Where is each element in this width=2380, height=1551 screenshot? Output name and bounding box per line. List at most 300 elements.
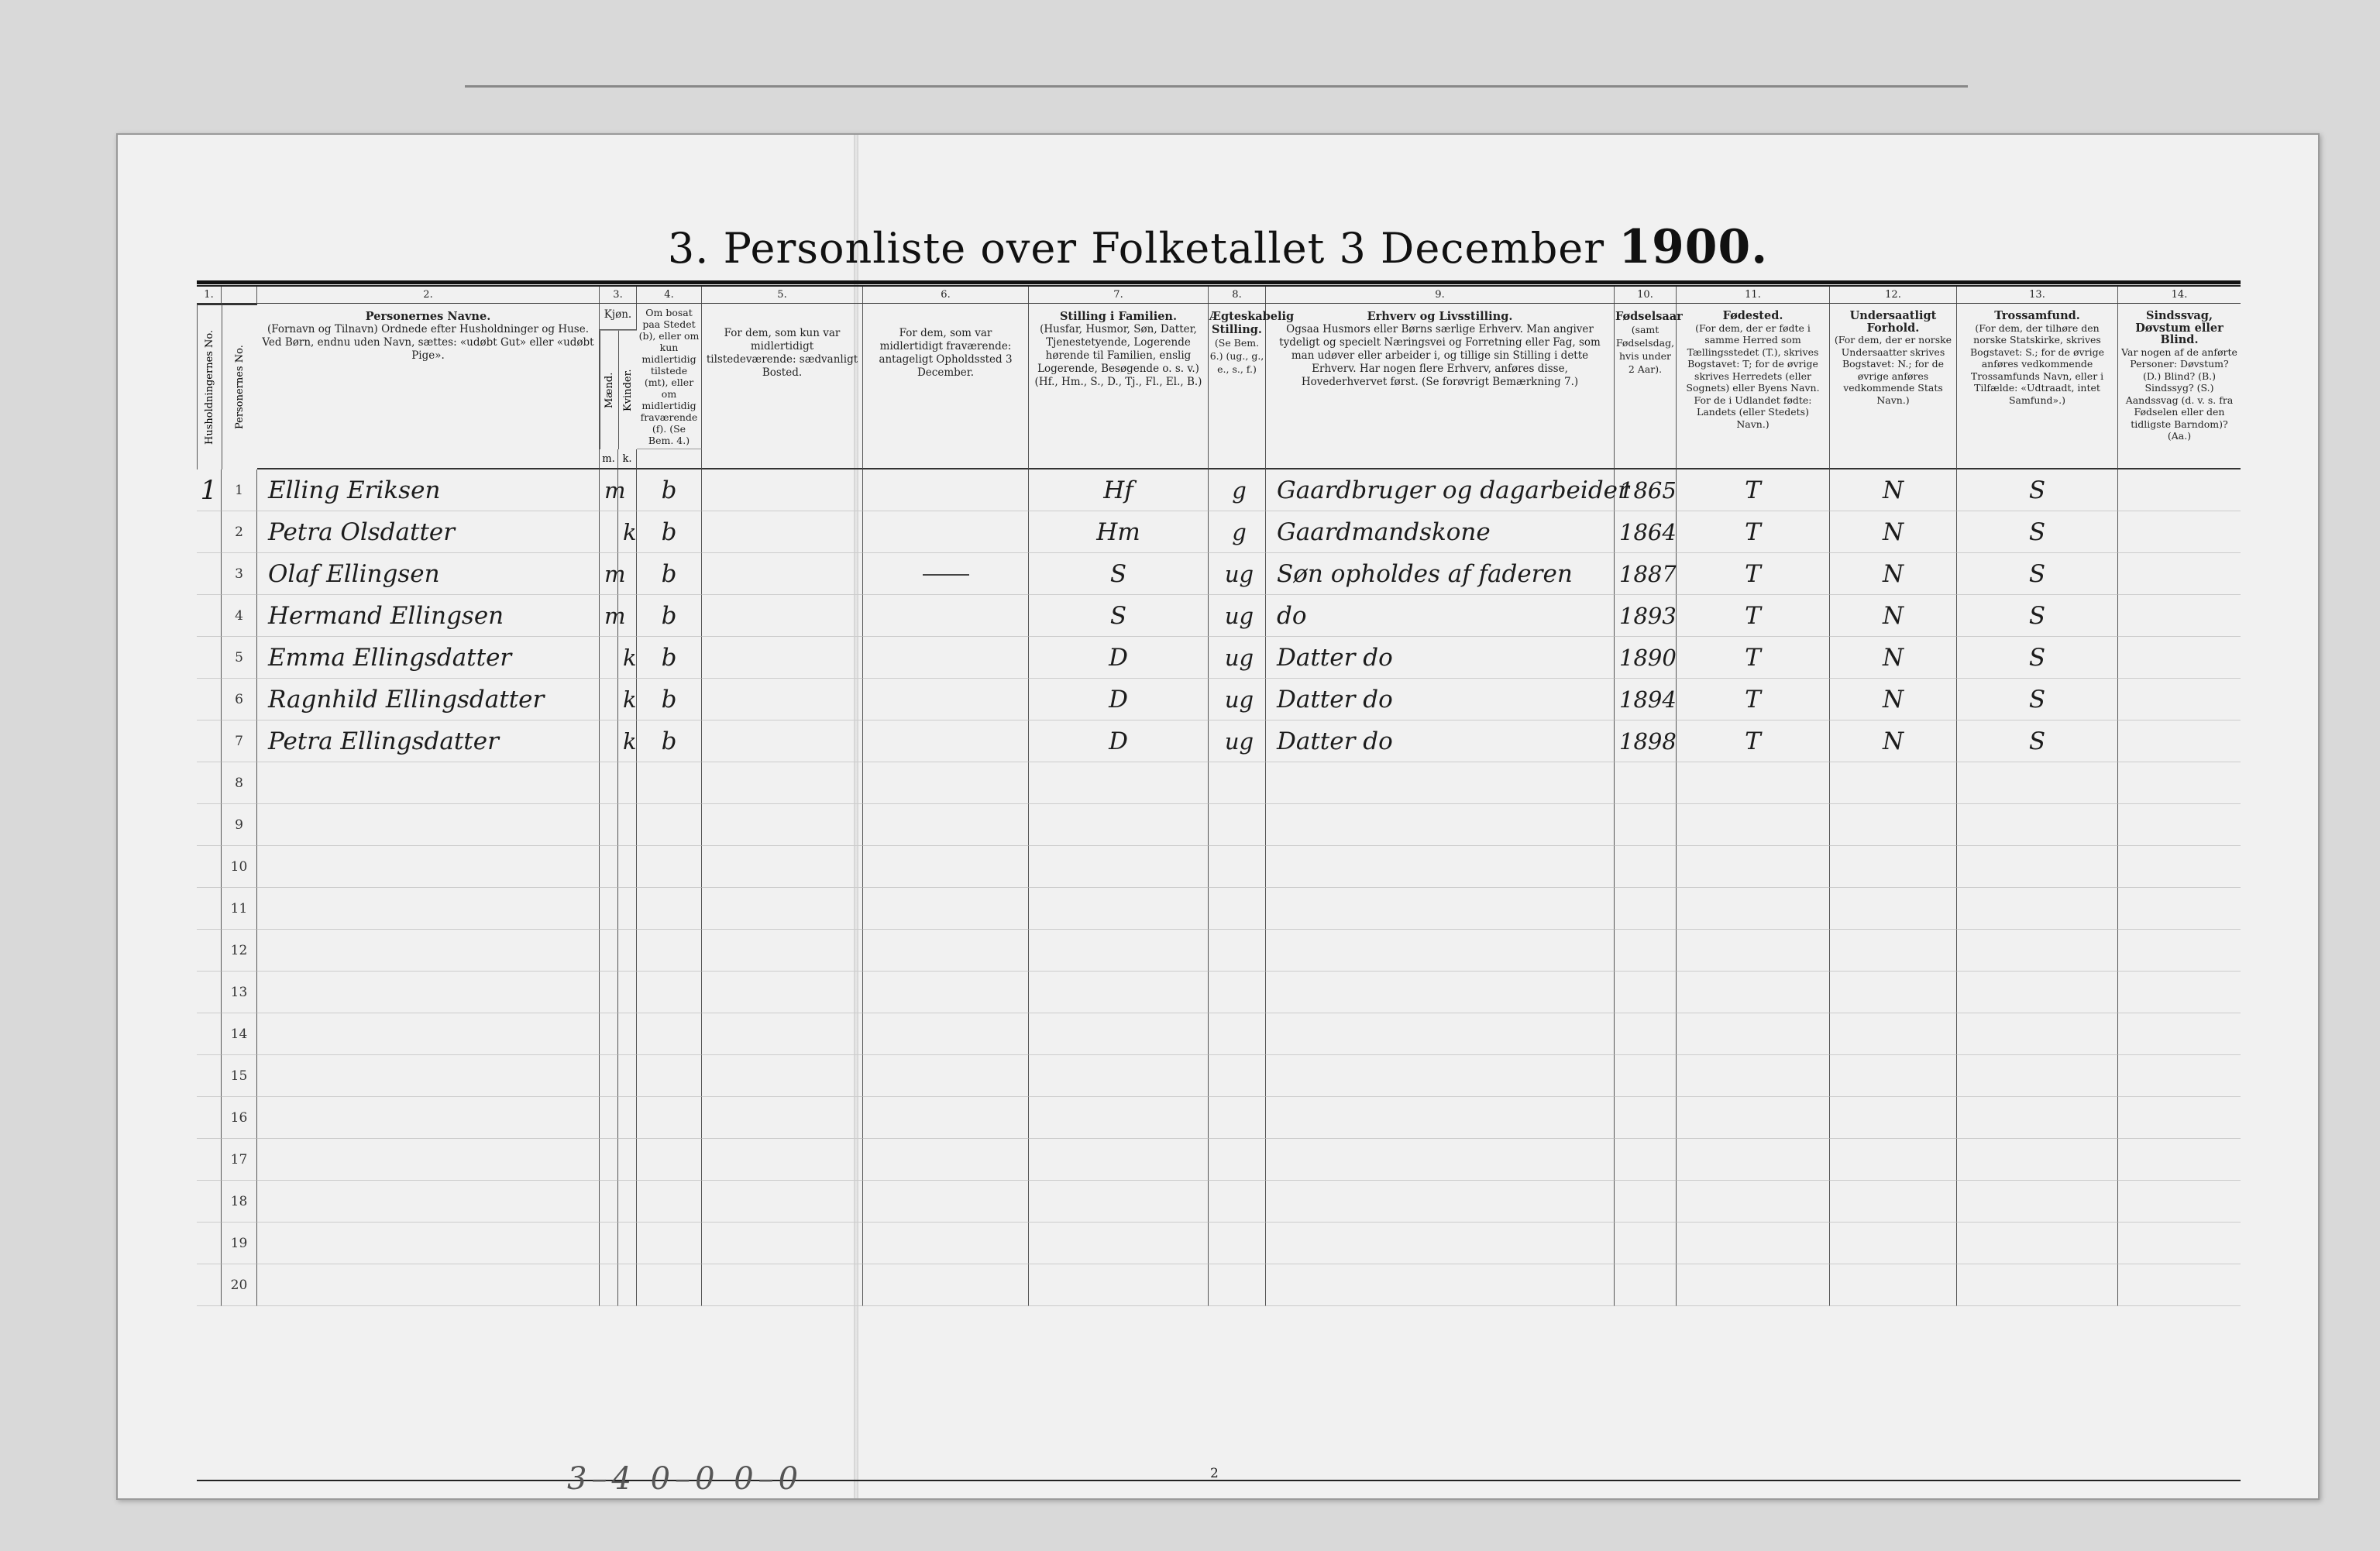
person-resident: b [637, 679, 702, 720]
empty-cell [618, 972, 637, 1013]
household-cell [197, 972, 222, 1013]
empty-cell [1029, 888, 1209, 930]
empty-cell [1677, 1139, 1830, 1181]
person-birthplace: T [1677, 720, 1830, 762]
empty-cell [257, 1097, 600, 1139]
person-occupation: Gaardbruger og dagarbeider [1266, 469, 1615, 511]
census-table [197, 285, 2241, 1481]
empty-cell [863, 930, 1029, 972]
household-cell [197, 1223, 222, 1264]
empty-cell [1830, 1264, 1957, 1306]
empty-cell [1677, 1013, 1830, 1055]
person-resident: b [637, 469, 702, 511]
person-citizenship: N [1830, 595, 1957, 637]
person-birth-year: 1893 [1615, 595, 1677, 637]
person-female: k [618, 511, 637, 553]
header-person-no: Personernes No. [222, 304, 257, 469]
empty-cell [618, 888, 637, 930]
empty-cell [257, 804, 600, 846]
empty-cell [702, 804, 863, 846]
colnum-4: 4. [637, 287, 702, 304]
empty-cell [863, 1181, 1029, 1223]
empty-cell [1830, 1139, 1957, 1181]
empty-cell [702, 930, 863, 972]
empty-cell [1830, 762, 1957, 804]
empty-cell [1209, 930, 1266, 972]
empty-cell [863, 720, 1029, 762]
row-number: 14 [222, 1013, 257, 1055]
header-birthplace [1677, 304, 1830, 469]
colnum-14: 14. [2118, 287, 2241, 304]
person-citizenship: N [1830, 511, 1957, 553]
header-birthplace-text: (For dem, der er fødte i samme Herred som Tællingsstedet (T.), skrives Bogstavet: T; for de øvrige skrives Herredets (eller Sognets) eller Byens Navn. For de i Udlandet fødte: Landets (eller Stedets) Navn.) [1686, 322, 1820, 430]
empty-cell [1830, 1013, 1957, 1055]
sub-label-m: m. [600, 449, 618, 469]
empty-cell [1830, 1223, 1957, 1264]
page-number: 2 [1210, 1466, 1219, 1481]
person-female [618, 553, 637, 595]
empty-cell [1209, 762, 1266, 804]
empty-cell [2118, 1264, 2241, 1306]
header-sex: Kjøn. [600, 304, 637, 330]
household-cell [197, 553, 222, 595]
empty-cell [1957, 1055, 2118, 1097]
header-marital-title: Ægteskabelig Stilling. [1209, 310, 1295, 336]
empty-cell [2118, 1013, 2241, 1055]
household-cell [197, 595, 222, 637]
empty-cell [702, 1264, 863, 1306]
person-religion: S [1957, 595, 2118, 637]
person-birth-year: 1898 [1615, 720, 1677, 762]
empty-cell [1209, 1139, 1266, 1181]
header-marital-text: (Se Bem. 6.) (ug., g., e., s., f.) [1209, 337, 1264, 375]
empty-cell [637, 1055, 702, 1097]
empty-cell [1209, 804, 1266, 846]
empty-cell [702, 846, 863, 888]
empty-cell [600, 1181, 618, 1223]
colnum-6: 6. [863, 287, 1029, 304]
row-number: 1 [222, 469, 257, 511]
row-number: 10 [222, 846, 257, 888]
empty-cell [2118, 1223, 2241, 1264]
person-name: Emma Ellingsdatter [257, 637, 600, 679]
empty-cell [863, 1264, 1029, 1306]
empty-cell [1266, 1013, 1615, 1055]
empty-cell [2118, 888, 2241, 930]
empty-cell [600, 1097, 618, 1139]
empty-cell [1957, 762, 2118, 804]
row-number: 19 [222, 1223, 257, 1264]
empty-cell [1957, 1013, 2118, 1055]
empty-cell [1615, 972, 1677, 1013]
empty-cell [1029, 846, 1209, 888]
empty-cell [257, 1264, 600, 1306]
household-cell [197, 888, 222, 930]
empty-cell [702, 972, 863, 1013]
row-number: 16 [222, 1097, 257, 1139]
person-name: Elling Eriksen [257, 469, 600, 511]
empty-cell [257, 762, 600, 804]
person-family-position: S [1029, 553, 1209, 595]
header-temp-absent: For dem, som var midlertidigt fraværende: antageligt Opholdssted 3 December. [863, 304, 1029, 469]
empty-cell [863, 679, 1029, 720]
header-household-no: Husholdningernes No. [197, 304, 222, 469]
empty-cell [1677, 1055, 1830, 1097]
empty-cell [600, 804, 618, 846]
empty-cell [702, 679, 863, 720]
empty-cell [1209, 972, 1266, 1013]
empty-cell [702, 888, 863, 930]
person-marital: ug [1209, 637, 1266, 679]
person-name: Olaf Ellingsen [257, 553, 600, 595]
person-birth-year: 1887 [1615, 553, 1677, 595]
empty-cell [1209, 1223, 1266, 1264]
person-birth-year: 1865 [1615, 469, 1677, 511]
empty-cell [1957, 804, 2118, 846]
colnum-7: 7. [1029, 287, 1209, 304]
census-form-page [116, 133, 2320, 1500]
empty-cell [1029, 1013, 1209, 1055]
empty-cell [600, 1013, 618, 1055]
empty-cell [1029, 1055, 1209, 1097]
header-female: Kvinder. [618, 330, 637, 449]
header-marital [1209, 304, 1295, 469]
person-occupation: Gaardmandskone [1266, 511, 1615, 553]
header-names [257, 304, 600, 469]
empty-cell [863, 972, 1029, 1013]
empty-cell [1266, 1055, 1615, 1097]
empty-cell [1957, 846, 2118, 888]
empty-cell [618, 846, 637, 888]
empty-cell [618, 1264, 637, 1306]
empty-cell [702, 1223, 863, 1264]
header-disability-title: Sindssvag, Døvstum eller Blind. [2135, 309, 2224, 346]
empty-cell [863, 888, 1029, 930]
empty-cell [1957, 930, 2118, 972]
empty-cell [1677, 1264, 1830, 1306]
empty-cell [863, 1013, 1029, 1055]
empty-cell [1830, 1181, 1957, 1223]
empty-cell [1029, 1223, 1209, 1264]
empty-cell [1615, 1139, 1677, 1181]
header-family-text: (Husfar, Husmor, Søn, Datter, Tjenestetyende, Logerende hørende til Familien, enslig Logerende, Besøgende o. s. v.) (Hf., Hm., S., D., Tj., Fl., El., B.) [1034, 323, 1202, 388]
empty-cell [1029, 1097, 1209, 1139]
empty-cell [257, 1055, 600, 1097]
empty-cell [863, 511, 1029, 553]
household-cell [197, 511, 222, 553]
empty-cell [702, 595, 863, 637]
empty-cell [600, 972, 618, 1013]
empty-cell [1957, 888, 2118, 930]
empty-cell [2118, 1055, 2241, 1097]
empty-cell [1677, 888, 1830, 930]
empty-cell [600, 846, 618, 888]
row-number: 4 [222, 595, 257, 637]
colnum-11: 11. [1677, 287, 1830, 304]
person-male: m [600, 553, 618, 595]
empty-cell [702, 762, 863, 804]
empty-cell [1830, 1055, 1957, 1097]
household-cell [197, 762, 222, 804]
empty-cell [1266, 1139, 1615, 1181]
header-birth-year-title: Fødselsaar [1615, 310, 1683, 323]
person-religion: S [1957, 469, 2118, 511]
person-resident: b [637, 511, 702, 553]
empty-cell [1266, 888, 1615, 930]
empty-cell [1615, 846, 1677, 888]
empty-cell [1677, 972, 1830, 1013]
empty-cell [702, 1013, 863, 1055]
person-occupation: do [1266, 595, 1615, 637]
person-citizenship: N [1830, 679, 1957, 720]
empty-cell [1209, 846, 1266, 888]
household-marker: 1 [197, 469, 222, 511]
household-cell [197, 804, 222, 846]
empty-cell [1266, 1264, 1615, 1306]
empty-cell [863, 804, 1029, 846]
person-name: Ragnhild Ellingsdatter [257, 679, 600, 720]
form-title-year: 1900. [1618, 220, 1769, 274]
person-male: m [600, 469, 618, 511]
empty-cell [1266, 762, 1615, 804]
empty-cell [1677, 1181, 1830, 1223]
empty-cell [1266, 1097, 1615, 1139]
household-cell [197, 846, 222, 888]
empty-cell [2118, 637, 2241, 679]
empty-cell [618, 1223, 637, 1264]
person-religion: S [1957, 637, 2118, 679]
colnum-3: 3. [600, 287, 637, 304]
empty-cell [1830, 888, 1957, 930]
empty-cell [618, 1181, 637, 1223]
person-female [618, 595, 637, 637]
person-occupation: Datter do [1266, 637, 1615, 679]
empty-cell [1266, 1181, 1615, 1223]
empty-cell [2118, 679, 2241, 720]
person-birth-year: 1894 [1615, 679, 1677, 720]
person-occupation: Datter do [1266, 720, 1615, 762]
person-religion: S [1957, 553, 2118, 595]
empty-cell [637, 888, 702, 930]
empty-cell [618, 762, 637, 804]
empty-cell [637, 1181, 702, 1223]
empty-cell [1209, 1097, 1266, 1139]
empty-cell [1029, 1264, 1209, 1306]
person-female: k [618, 637, 637, 679]
person-female: k [618, 720, 637, 762]
empty-cell [257, 1181, 600, 1223]
empty-cell [1830, 846, 1957, 888]
empty-cell [618, 1055, 637, 1097]
empty-cell [702, 553, 863, 595]
empty-cell [1266, 930, 1615, 972]
empty-cell [637, 846, 702, 888]
empty-cell [618, 1097, 637, 1139]
empty-cell [618, 804, 637, 846]
empty-cell [863, 469, 1029, 511]
person-religion: S [1957, 679, 2118, 720]
empty-cell [863, 595, 1029, 637]
empty-cell [863, 1097, 1029, 1139]
empty-cell [1029, 1181, 1209, 1223]
empty-cell [600, 762, 618, 804]
person-birth-year: 1864 [1615, 511, 1677, 553]
empty-cell [2118, 762, 2241, 804]
empty-cell [1209, 1181, 1266, 1223]
empty-cell [257, 1013, 600, 1055]
empty-cell [1615, 1264, 1677, 1306]
colnum-blank [222, 287, 257, 304]
empty-cell [1266, 972, 1615, 1013]
person-marital: ug [1209, 679, 1266, 720]
empty-cell [1957, 972, 2118, 1013]
empty-cell [1677, 930, 1830, 972]
summary-scrawl: 3–4 0–0 0–0 [567, 1461, 803, 1497]
empty-cell [2118, 720, 2241, 762]
header-family-position [1029, 304, 1209, 469]
person-male [600, 637, 618, 679]
header-citizenship [1830, 304, 1957, 469]
empty-cell [1957, 1264, 2118, 1306]
empty-cell [257, 846, 600, 888]
empty-cell [1029, 804, 1209, 846]
row-number: 11 [222, 888, 257, 930]
row-number: 3 [222, 553, 257, 595]
header-family-title: Stilling i Familien. [1059, 310, 1178, 323]
person-marital: ug [1209, 720, 1266, 762]
row-number: 8 [222, 762, 257, 804]
scan-edge-line [465, 85, 1968, 88]
header-citizenship-title: Undersaatligt Forhold. [1849, 309, 1937, 335]
empty-cell [1209, 1264, 1266, 1306]
person-male: m [600, 595, 618, 637]
person-female: k [618, 679, 637, 720]
colnum-8: 8. [1209, 287, 1266, 304]
row-number: 7 [222, 720, 257, 762]
person-name: Petra Olsdatter [257, 511, 600, 553]
person-citizenship: N [1830, 553, 1957, 595]
empty-cell [618, 1013, 637, 1055]
household-cell [197, 720, 222, 762]
header-religion-text: (For dem, der tilhøre den norske Statskirke, skrives Bogstavet: S.; for de øvrige anføres vedkommende Trossamfunds Navn, eller i Tilfælde: «Udtraadt, intet Samfund».) [1970, 322, 2104, 406]
form-title [118, 220, 2318, 274]
person-resident: b [637, 720, 702, 762]
empty-cell [618, 930, 637, 972]
empty-cell [1615, 1097, 1677, 1139]
empty-cell [1209, 1055, 1266, 1097]
empty-cell [637, 1223, 702, 1264]
person-birthplace: T [1677, 469, 1830, 511]
header-names-title: Personernes Navne. [365, 310, 491, 323]
empty-cell [257, 972, 600, 1013]
row-number: 18 [222, 1181, 257, 1223]
empty-cell [637, 762, 702, 804]
empty-cell [702, 511, 863, 553]
empty-cell [637, 1139, 702, 1181]
person-female [618, 469, 637, 511]
empty-cell [702, 720, 863, 762]
person-male [600, 511, 618, 553]
empty-cell [1029, 762, 1209, 804]
person-family-position: Hf [1029, 469, 1209, 511]
person-religion: S [1957, 511, 2118, 553]
person-name: Petra Ellingsdatter [257, 720, 600, 762]
person-male [600, 720, 618, 762]
empty-cell [1677, 804, 1830, 846]
person-family-position: S [1029, 595, 1209, 637]
person-name: Hermand Ellingsen [257, 595, 600, 637]
person-birthplace: T [1677, 553, 1830, 595]
household-cell [197, 930, 222, 972]
colnum-12: 12. [1830, 287, 1957, 304]
colnum-9: 9. [1266, 287, 1615, 304]
empty-cell [1957, 1097, 2118, 1139]
form-title-text: 3. Personliste over Folketallet 3 December [667, 224, 1605, 273]
empty-cell [1830, 972, 1957, 1013]
person-resident: b [637, 637, 702, 679]
empty-cell [2118, 972, 2241, 1013]
header-birth-year [1615, 304, 1683, 469]
person-birthplace: T [1677, 637, 1830, 679]
empty-cell [863, 1055, 1029, 1097]
empty-cell [1957, 1139, 2118, 1181]
person-marital: ug [1209, 553, 1266, 595]
person-birth-year: 1890 [1615, 637, 1677, 679]
household-cell [197, 679, 222, 720]
empty-cell [1266, 1223, 1615, 1264]
person-family-position: Hm [1029, 511, 1209, 553]
person-birthplace: T [1677, 511, 1830, 553]
sub-label-k: k. [618, 449, 637, 469]
empty-cell [2118, 1139, 2241, 1181]
empty-cell [863, 762, 1029, 804]
household-cell [197, 1181, 222, 1223]
empty-cell [600, 1264, 618, 1306]
colnum-2: 2. [257, 287, 600, 304]
person-birthplace: T [1677, 679, 1830, 720]
empty-cell [2118, 469, 2241, 511]
empty-cell [1677, 762, 1830, 804]
household-cell [197, 1097, 222, 1139]
header-male: Mænd. [600, 330, 618, 449]
row-number: 17 [222, 1139, 257, 1181]
empty-cell [637, 804, 702, 846]
empty-cell [637, 1264, 702, 1306]
empty-cell [702, 637, 863, 679]
row-number: 13 [222, 972, 257, 1013]
empty-cell [863, 1223, 1029, 1264]
empty-cell [1615, 1181, 1677, 1223]
person-marital: ug [1209, 595, 1266, 637]
empty-cell [1029, 972, 1209, 1013]
person-resident: b [637, 553, 702, 595]
person-family-position: D [1029, 720, 1209, 762]
person-citizenship: N [1830, 469, 1957, 511]
colnum-1: 1. [197, 287, 222, 304]
row-number: 2 [222, 511, 257, 553]
empty-cell [1830, 804, 1957, 846]
person-birthplace: T [1677, 595, 1830, 637]
header-birthplace-title: Fødested. [1722, 309, 1783, 322]
household-cell [197, 637, 222, 679]
row-number: 9 [222, 804, 257, 846]
header-disability-text: Var nogen af de anførte Personer: Døvstum? (D.) Blind? (B.) Sindssyg? (S.) Aandssvag (d. v. s. fra Fødselen eller den tidligste Barndom)? (Aa.) [2121, 346, 2237, 442]
title-rule [197, 280, 2241, 284]
header-names-text: (Fornavn og Tilnavn) Ordnede efter Husholdninger og Huse. Ved Børn, endnu uden Navn, sættes: «udøbt Gut» eller «udøbt Pige». [262, 323, 594, 362]
empty-cell [1615, 888, 1677, 930]
row-number: 5 [222, 637, 257, 679]
empty-cell [1209, 888, 1266, 930]
